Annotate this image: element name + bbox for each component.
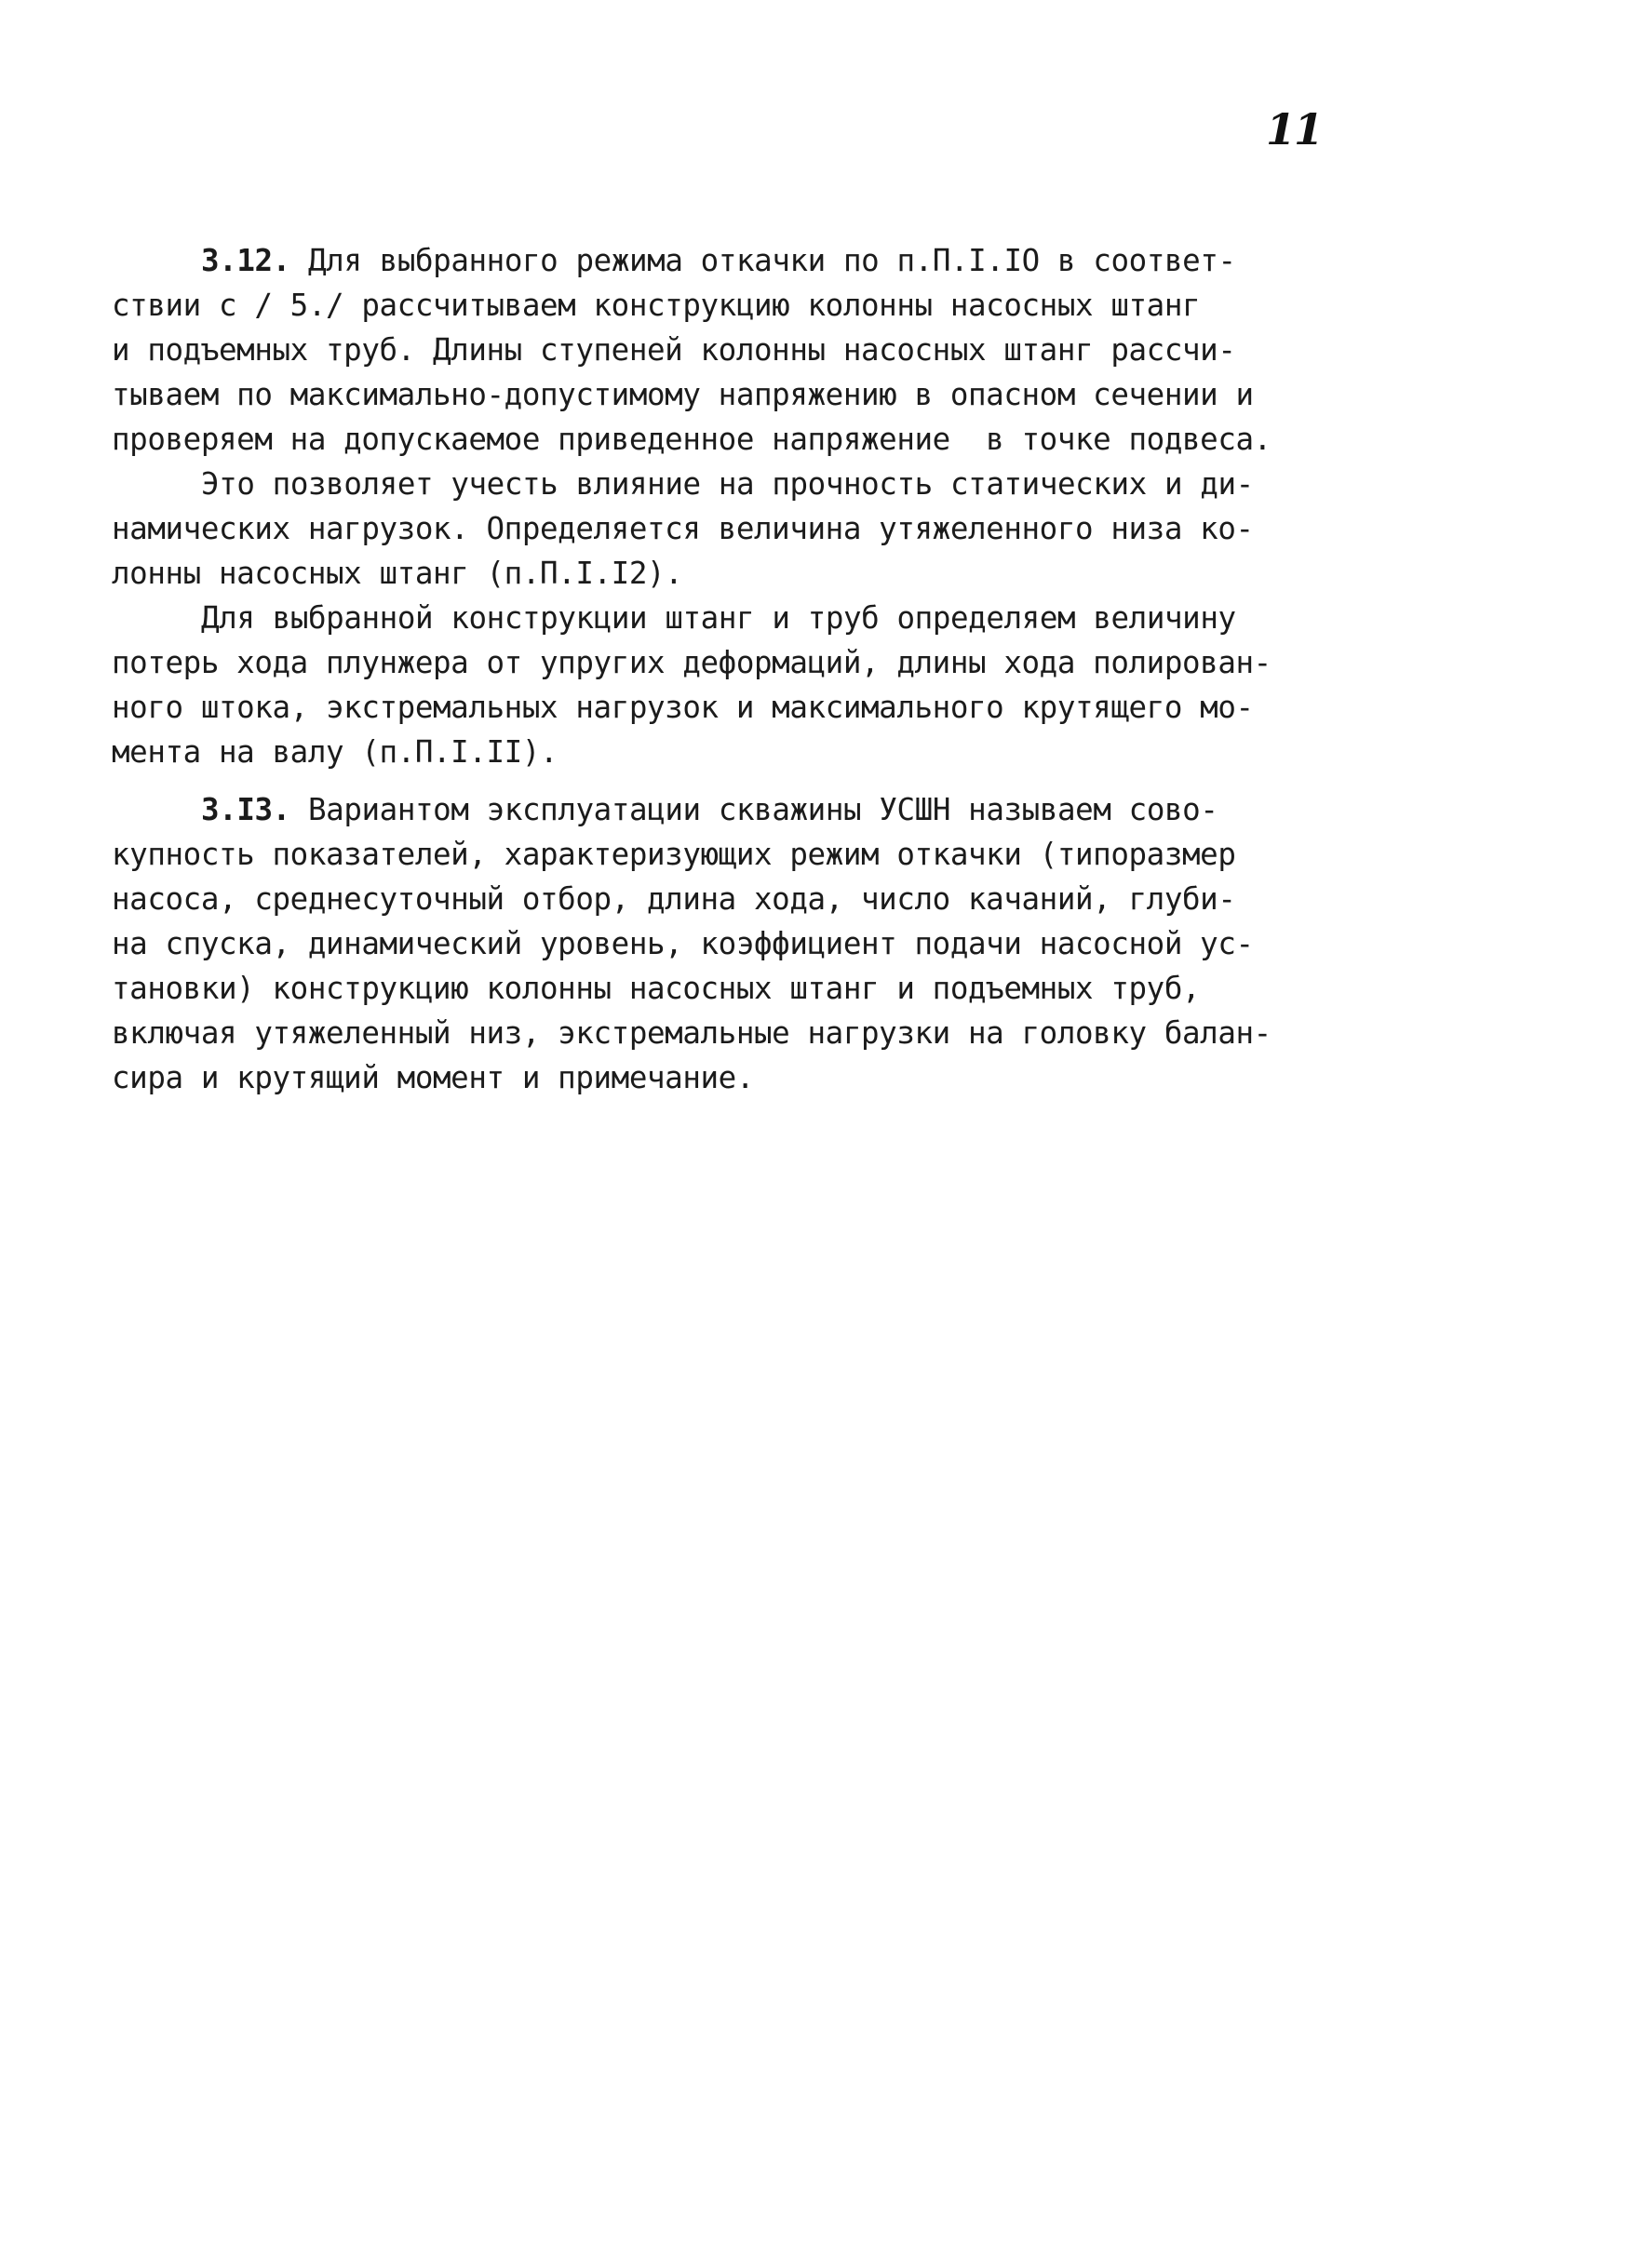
- line-text: Для выбранного режима откачки по п.П.I.IO в соответ-: [289, 243, 1236, 278]
- text-line: [112, 787, 1285, 832]
- page-number: 11: [1266, 104, 1323, 154]
- clause-number: 3.I3.: [201, 792, 290, 827]
- text-line: тываем по максимально-допустимому напряжению в опасном сечении и: [112, 377, 1254, 412]
- text-line: насоса, среднесуточный отбор, длина хода, число качаний, глуби-: [112, 881, 1236, 917]
- text-line: на спуска, динамический уровень, коэффициент подачи насосной ус-: [112, 926, 1254, 961]
- text-line: намических нагрузок. Определяется величина утяжеленного низа ко-: [112, 511, 1254, 546]
- body-text: [112, 238, 1285, 1100]
- paragraph-static-dynamic-loads: [112, 462, 1285, 596]
- text-line: потерь хода плунжера от упругих деформаций, длины хода полирован-: [112, 645, 1271, 680]
- text-line: Это позволяет учесть влияние на прочность статических и ди-: [201, 466, 1254, 502]
- clause-3-13: [112, 787, 1285, 1100]
- text-line: включая утяжеленный низ, экстремальные нагрузки на головку балан-: [112, 1015, 1271, 1051]
- text-line: проверяем на допускаемое приведенное напряжение в точке подвеса.: [112, 422, 1271, 457]
- text-line: сира и крутящий момент и примечание.: [112, 1060, 754, 1095]
- text-line: купность показателей, характеризующих режим откачки (типоразмер: [112, 837, 1236, 872]
- clause-3-12: [112, 238, 1285, 462]
- clause-number: 3.12.: [201, 243, 290, 278]
- text-line: тановки) конструкцию колонны насосных штанг и подъемных труб,: [112, 971, 1201, 1006]
- line-text: Вариантом эксплуатации скважины УСШН называем сово-: [289, 792, 1218, 827]
- text-line: лонны насосных штанг (п.П.I.I2).: [112, 556, 683, 591]
- text-line: и подъемных труб. Длины ступеней колонны насосных штанг рассчи-: [112, 332, 1236, 368]
- text-line: мента на валу (п.П.I.II).: [112, 734, 558, 770]
- text-line: ного штока, экстремальных нагрузок и максимального крутящего мо-: [112, 690, 1254, 725]
- text-line: [112, 238, 1285, 283]
- paragraph-gap: [112, 774, 1285, 787]
- text-line: ствии с / 5./ рассчитываем конструкцию колонны насосных штанг: [112, 288, 1201, 323]
- paragraph-plunger-stroke-losses: [112, 596, 1285, 774]
- text-line: Для выбранной конструкции штанг и труб определяем величину: [201, 600, 1236, 636]
